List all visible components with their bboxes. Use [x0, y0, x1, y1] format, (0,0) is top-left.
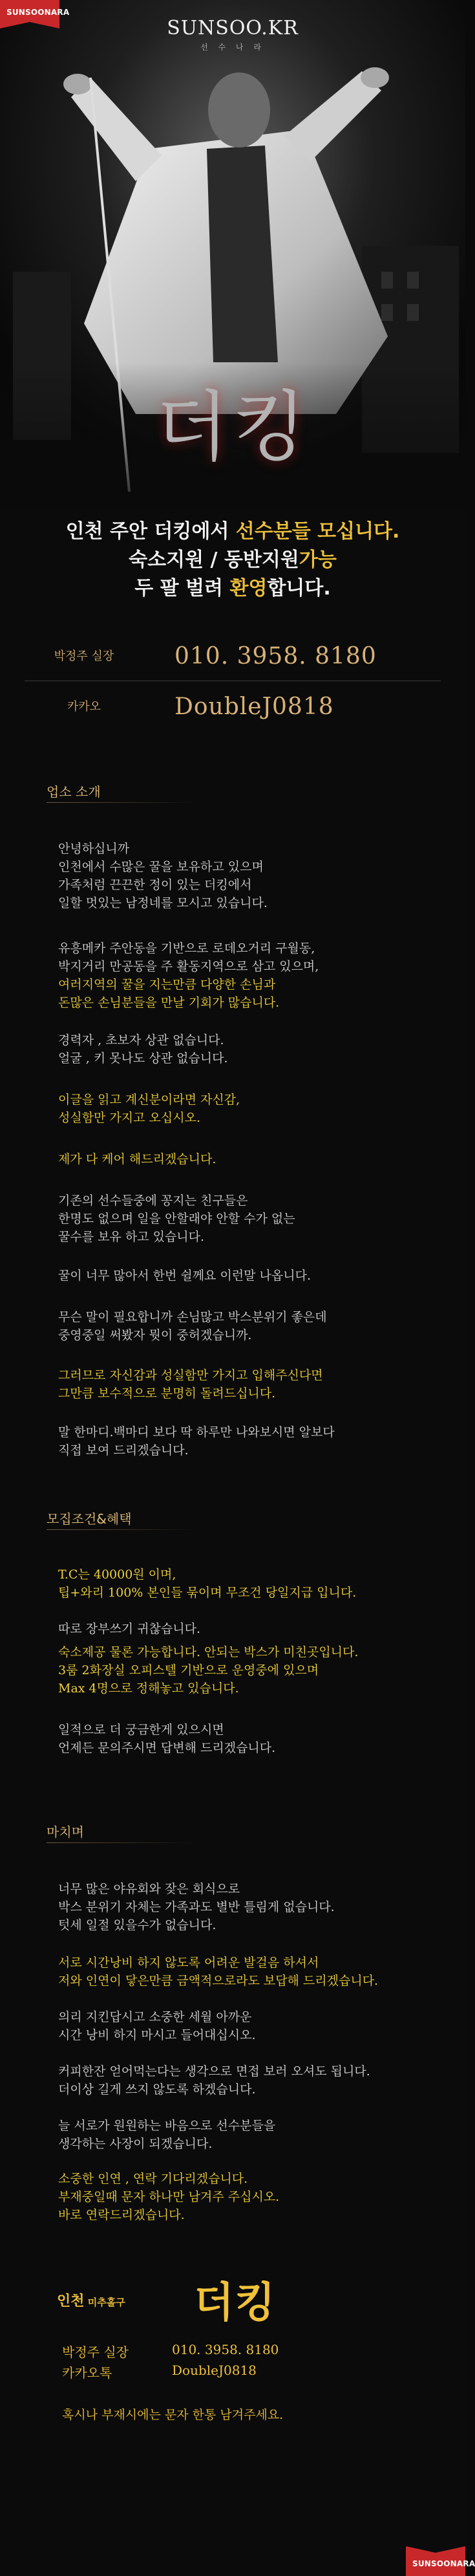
section-divider [47, 1842, 195, 1843]
headline-line-3 [0, 572, 465, 600]
section-divider [47, 1529, 195, 1530]
closing-paragraph: 의리 지킨답시고 소중한 세월 아까운 시간 낭비 하지 마시고 들어대십시오. [58, 2010, 256, 2042]
contact-label: 박정주 실장 [54, 649, 114, 663]
contact-label: 카카오 [67, 700, 101, 714]
contact-phone-link[interactable]: 010. 3958. 8180 [174, 643, 377, 670]
intro-paragraph-highlight: 여러지역의 꿀을 지는만큼 다양한 손님과 돈많은 손님분들을 만날 기회가 많습니다. [58, 977, 280, 1010]
closing-paragraph-highlight: 소중한 인연 , 연락 기다리겠습니다. 부재중일때 문자 하나만 남겨주 주십시오. 바로 연락드리겠습니다. [58, 2172, 280, 2222]
footer-contact-row-kakao [62, 2363, 257, 2381]
headline-text: 두 팔 벌려 [134, 577, 230, 600]
headline-line-1 [0, 515, 465, 543]
headline-text: 숙소지원 [129, 549, 204, 571]
headline-highlight: 환영 [229, 577, 268, 600]
hero-title: 더킹 [155, 382, 310, 472]
section-title-intro: 업소 소개 [47, 784, 101, 800]
closing-paragraph: 커피한잔 얻어먹는다는 생각으로 면접 보러 오셔도 됩니다. 더이상 길게 쓰지 않도록 하겠습니다. [58, 2064, 370, 2097]
headline-highlight: 가능 [299, 549, 337, 571]
footer-phone-link[interactable]: 010. 3958. 8180 [172, 2342, 279, 2357]
headline-text: 동반지원 [224, 549, 299, 571]
conditions-paragraph: 일적으로 더 궁금한게 있으시면 언제든 문의주시면 답변해 드리겠습니다. [58, 1723, 276, 1755]
footer-kakao-link[interactable]: DoubleJ0818 [172, 2363, 257, 2378]
headline-text: 더킹 [154, 520, 192, 543]
footer-location-city: 인천 [57, 2293, 85, 2309]
conditions-paragraph-highlight: 숙소제공 물론 가능합니다. 안되는 박스가 미친곳입니다. 3룸 2화장실 오피스텔 기반으로 운영중에 있으며 Max 4명으로 정해놓고 있습니다. [58, 1645, 359, 1696]
conditions-paragraph-highlight: 팁+와리 100% 본인들 묶이며 무조건 당일지급 입니다. [58, 1586, 357, 1600]
footer-location [57, 2290, 125, 2310]
headline-text: 합니다. [267, 577, 331, 600]
closing-paragraph-highlight: 서로 시간낭비 하지 않도록 어려운 발걸음 하셔서 저와 인연이 닿은만큼 금액적으로라도 보답해 드리겠습니다. [58, 1956, 379, 1988]
closing-paragraph: 늘 서로가 원원하는 바음으로 선수분들을 생각하는 사장이 되겠습니다. [58, 2119, 276, 2151]
intro-paragraph: 유흥메카 주안동을 기반으로 로데오거리 구월동, 박지거리 만공동을 주 활동지역으로 삼고 있으며, [58, 941, 319, 974]
conditions-paragraph: 따로 장부쓰기 귀찮습니다. [58, 1622, 201, 1636]
intro-paragraph: 안녕하십니까 인천에서 수많은 꿀을 보유하고 있으며 가족처럼 끈끈한 정이 있는 더킹에서 일할 멋있는 남정네를 모시고 있습니다. [58, 842, 268, 910]
footer-contact-row-phone [62, 2342, 279, 2361]
hero-brand-logo: SUNSOO.KR [167, 17, 299, 39]
intro-paragraph: 경력자 , 초보자 상관 없습니다. 얼굴 , 키 못나도 상관 없습니다. [58, 1033, 228, 1065]
hero-banner [0, 0, 465, 530]
headline-line-2 [0, 543, 465, 572]
contact-row-kakao [45, 691, 420, 725]
closing-paragraph: 너무 많은 야유회와 잦은 회식으로 박스 분위기 자체는 가족과도 별반 틀림게 없습니다. 텃세 일절 있을수가 없습니다. [58, 1882, 335, 1932]
contact-row-phone [45, 640, 420, 674]
corner-ribbon-bottom: SUNSOONARA [406, 2553, 465, 2576]
headline-text: 인천 주안 [65, 520, 154, 543]
intro-paragraph-highlight: 그러므로 자신감과 성실함만 가지고 입해주신다면 그만큼 보수적으로 분명히 돌려드십니다. [58, 1368, 323, 1401]
headline-text: / [204, 549, 224, 571]
conditions-paragraph-highlight: T.C는 40000원 이며, [58, 1567, 176, 1582]
headline-text: 에서 [191, 520, 236, 543]
footer-note: 혹시나 부재시에는 문자 한통 남겨주세요. [62, 2408, 284, 2422]
footer-contact-label: 박정주 실장 [62, 2344, 129, 2360]
hero-brand-subtitle: 선 수 나 라 [200, 43, 265, 52]
intro-paragraph-highlight: 이글을 읽고 계신분이라면 자신감, 성실함만 가지고 오십시오. [58, 1093, 240, 1125]
corner-ribbon-top: SUNSOONARA [0, 0, 59, 22]
intro-paragraph: 무슨 말이 필요합니까 손님많고 박스분위기 좋은데 중영중일 써봤자 뭣이 중허겠습니까. [58, 1310, 327, 1342]
intro-paragraph: 기존의 선수들중에 꽁지는 친구들은 한명도 없으며 일을 안할래야 안할 수가 없는 꿀수를 보유 하고 있습니다. [58, 1194, 295, 1244]
headline-highlight: 선수분들 모십니다. [235, 520, 400, 543]
section-divider [47, 802, 195, 803]
footer-brand-logo: 더킹 [194, 2279, 277, 2327]
section-title-conditions: 모집조건&혜택 [47, 1511, 132, 1527]
intro-paragraph-highlight: 제가 다 케어 해드리겠습니다. [58, 1152, 216, 1166]
contact-kakao-link[interactable]: DoubleJ0818 [174, 693, 334, 720]
intro-paragraph: 말 한마디.백마디 보다 딱 하루만 나와보시면 알보다 직접 보여 드리겠습니다. [58, 1425, 335, 1457]
intro-paragraph: 꿀이 너무 많아서 한번 쉴께요 이런말 나옵니다. [58, 1269, 311, 1283]
footer-contact-label: 카카오톡 [62, 2365, 112, 2381]
section-title-closing: 마치며 [47, 1824, 84, 1840]
footer-location-district: 미추홀구 [84, 2297, 125, 2308]
